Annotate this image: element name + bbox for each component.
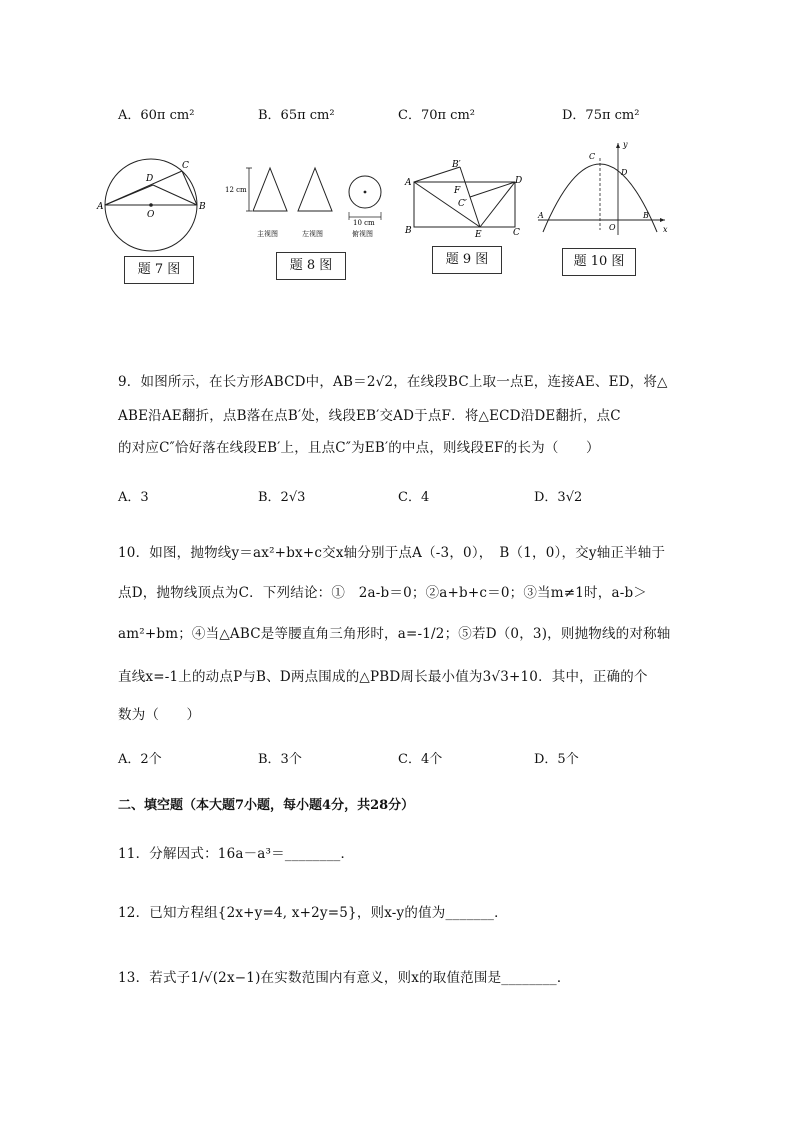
q10-line-3: am²+bm；④当△ABC是等腰直角三角形时，a=-1/2；⑤若D（0，3)，则抛物线的对称轴 [118,626,671,642]
figure-7-circle [95,155,220,255]
fig10-label-y: y [623,140,628,149]
q9-option-a: A．3 [118,490,149,505]
q11-text: 11．分解因式：16a－a³＝________． [118,846,355,862]
q10-option-d: D．5个 [534,752,579,767]
fig9-label-a: A [405,178,412,188]
fig8-view-side: 左视图 [302,230,323,238]
q10-line-2: 点D，抛物线顶点为C．下列结论：① 2a-b＝0；②a+b+c＝0；③当m≠1时，a-b＞ [118,585,647,601]
q13-text: 13．若式子1/√(2x−1)在实数范围内有意义，则x的取值范围是________． [118,970,571,986]
figure-10-caption: 题 10 图 [562,248,636,276]
q9-option-b: B．2√3 [258,490,306,505]
fig8-view-front: 主视图 [257,230,278,238]
q9-option-c: C．4 [398,490,430,505]
q10-line-4: 直线x=-1上的动点P与B、D两点围成的△PBD周长最小值为3√3+10．其中，正确的个 [118,669,648,685]
option-b: B．65π cm² [258,108,335,123]
fig9-label-b-prime: B′ [452,160,461,170]
fig7-label-c: C [182,161,189,171]
option-a: A．60π cm² [118,108,195,123]
fig8-view-top: 俯视图 [352,230,373,238]
q9-line-1: 9．如图所示，在长方形ABCD中，AB＝2√2，在线段BC上取一点E，连接AE、ED，将△ [118,374,668,390]
fig10-label-d: D [621,168,628,177]
fig10-label-c: C [589,152,596,161]
fig10-label-b: B [643,211,649,220]
figure-8-cone-views [225,158,395,243]
q12-text: 12．已知方程组{2x+y=4, x+2y=5}，则x-y的值为_______． [118,905,508,921]
q10-option-b: B．3个 [258,752,302,767]
section-2-heading: 二、填空题（本大题7小题，每小题4分，共28分） [118,798,415,813]
option-d: D．75π cm² [562,108,640,123]
figure-10-parabola [533,140,673,240]
q10-line-5: 数为（ ） [118,707,201,723]
q9-line-3: 的对应C″恰好落在线段EB′上，且点C″为EB′的中点，则线段EF的长为（ ） [118,440,600,456]
q9-line-2: ABE沿AE翻折，点B落在点B′处，线段EB′交AD于点F．将△ECD沿DE翻折，点C [118,408,621,424]
fig8-width-label: 10 cm [353,219,375,227]
fig7-label-a: A [97,202,104,212]
option-c: C．70π cm² [398,108,475,123]
figure-9-rectangle [400,155,530,240]
fig10-label-x: x [663,225,668,234]
fig8-height-label: 12 cm [225,186,247,194]
q10-line-1: 10．如图，抛物线y＝ax²+bx+c交x轴分别于点A（-3，0）， B（1，0），交y轴正半轴于 [118,545,666,561]
figure-8-caption: 题 8 图 [276,252,346,280]
fig7-label-o: O [147,210,155,220]
fig9-label-f: F [454,186,461,196]
fig10-label-a: A [538,211,544,220]
fig10-label-o: O [609,223,616,232]
figure-9-caption: 题 9 图 [432,246,502,274]
fig9-label-c: C [513,228,520,238]
fig9-label-d: D [515,176,523,186]
fig7-label-d: D [146,174,154,184]
q9-option-d: D．3√2 [534,490,583,505]
figure-7-caption: 题 7 图 [124,256,194,284]
fig9-label-e: E [475,230,482,240]
fig9-label-b: B [405,226,412,236]
q10-option-c: C．4个 [398,752,443,767]
q10-option-a: A．2个 [118,752,162,767]
fig7-label-b: B [199,202,206,212]
fig9-label-c-prime: C′ [458,199,467,209]
